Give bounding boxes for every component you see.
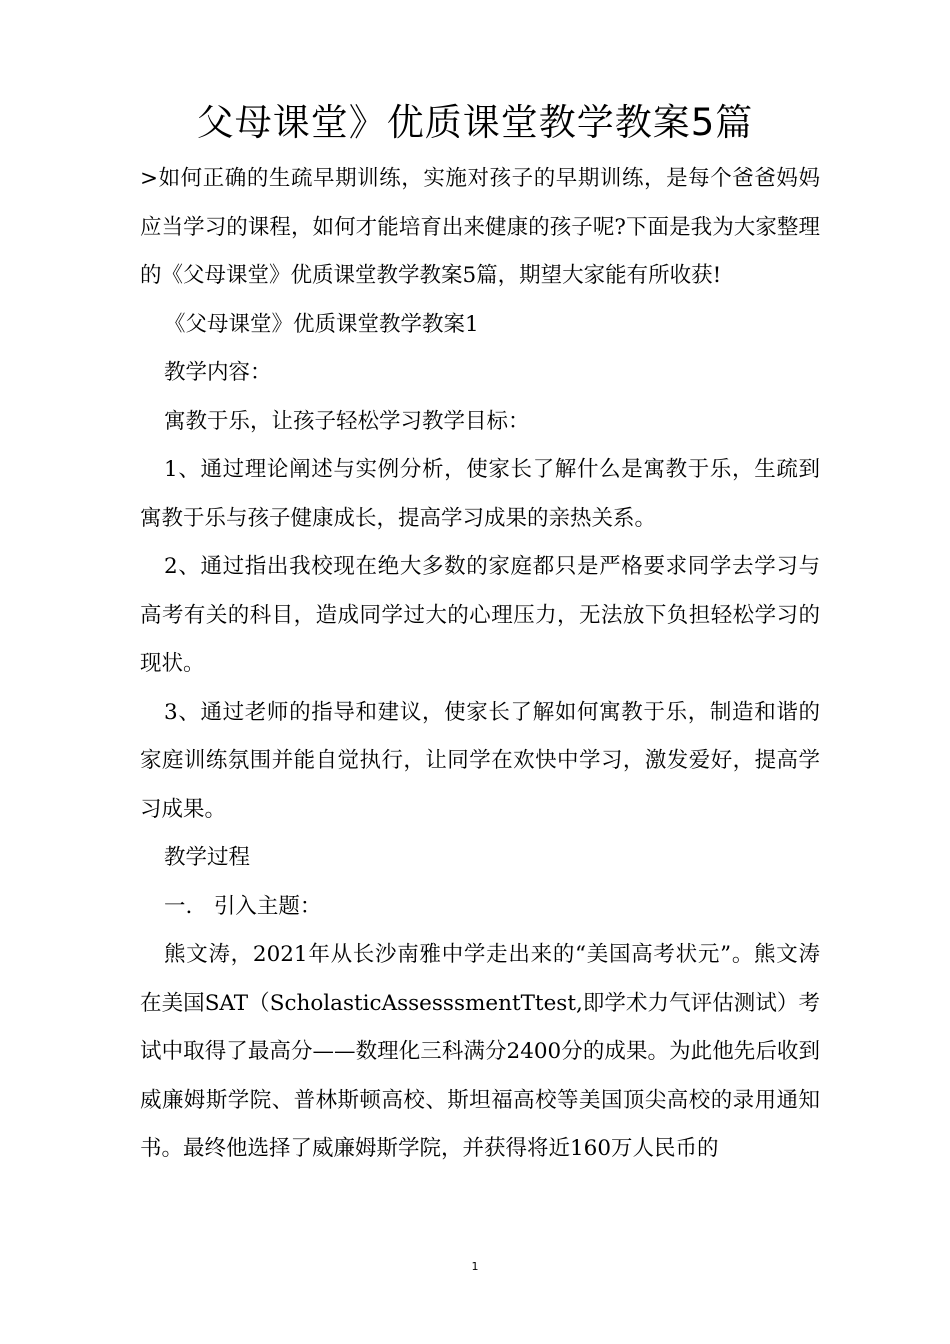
objective-item-3: 3、通过老师的指导和建议，使家长了解如何寓教于乐，制造和谐的家庭训练氛围并能自觉执行，让同学在欢快中学习，激发爱好，提高学习成果。	[140, 699, 820, 822]
objective-item-1: 1、通过理论阐述与实例分析，使家长了解什么是寓教于乐，生疏到寓教于乐与孩子健康成长，提高学习成果的亲热关系。	[140, 457, 820, 531]
section-heading: 《父母课堂》优质课堂教学教案1	[164, 311, 479, 337]
story-paragraph: 熊文涛，2021年从长沙南雅中学走出来的“美国高考状元”。熊文涛在美国SAT（ScholasticAssesssmentTtest,即学术力气评估测试）考试中取得了最高分——数理化三科满分2400分的成果。为此他先后收到威廉姆斯学院、普林斯顿高校、斯坦福高校等美国顶尖高校的录用通知书。最终他选择了威廉姆斯学院，并获得将近160万人民币的	[140, 942, 820, 1161]
teaching-process-heading: 教学过程	[164, 845, 251, 870]
introduce-topic-heading: 一. 引入主题：	[164, 893, 322, 919]
page-number: 1	[471, 1260, 479, 1273]
objective-item-2: 2、通过指出我校现在绝大多数的家庭都只是严格要求同学去学习与高考有关的科目，造成同学过大的心理压力，无法放下负担轻松学习的现状。	[140, 554, 820, 676]
document-title: 父母课堂》优质课堂教学教案5篇	[196, 101, 754, 144]
teaching-content-text: 寓教于乐，让孩子轻松学习教学目标：	[164, 408, 530, 434]
teaching-content-label: 教学内容：	[164, 360, 272, 385]
document-body	[140, 155, 820, 1174]
intro-paragraph: >如何正确的生疏早期训练，实施对孩子的早期训练，是每个爸爸妈妈应当学习的课程，如何才能培育出来健康的孩子呢?下面是我为大家整理的《父母课堂》优质课堂教学教案5篇，期望大家能有所收获!	[140, 166, 820, 288]
